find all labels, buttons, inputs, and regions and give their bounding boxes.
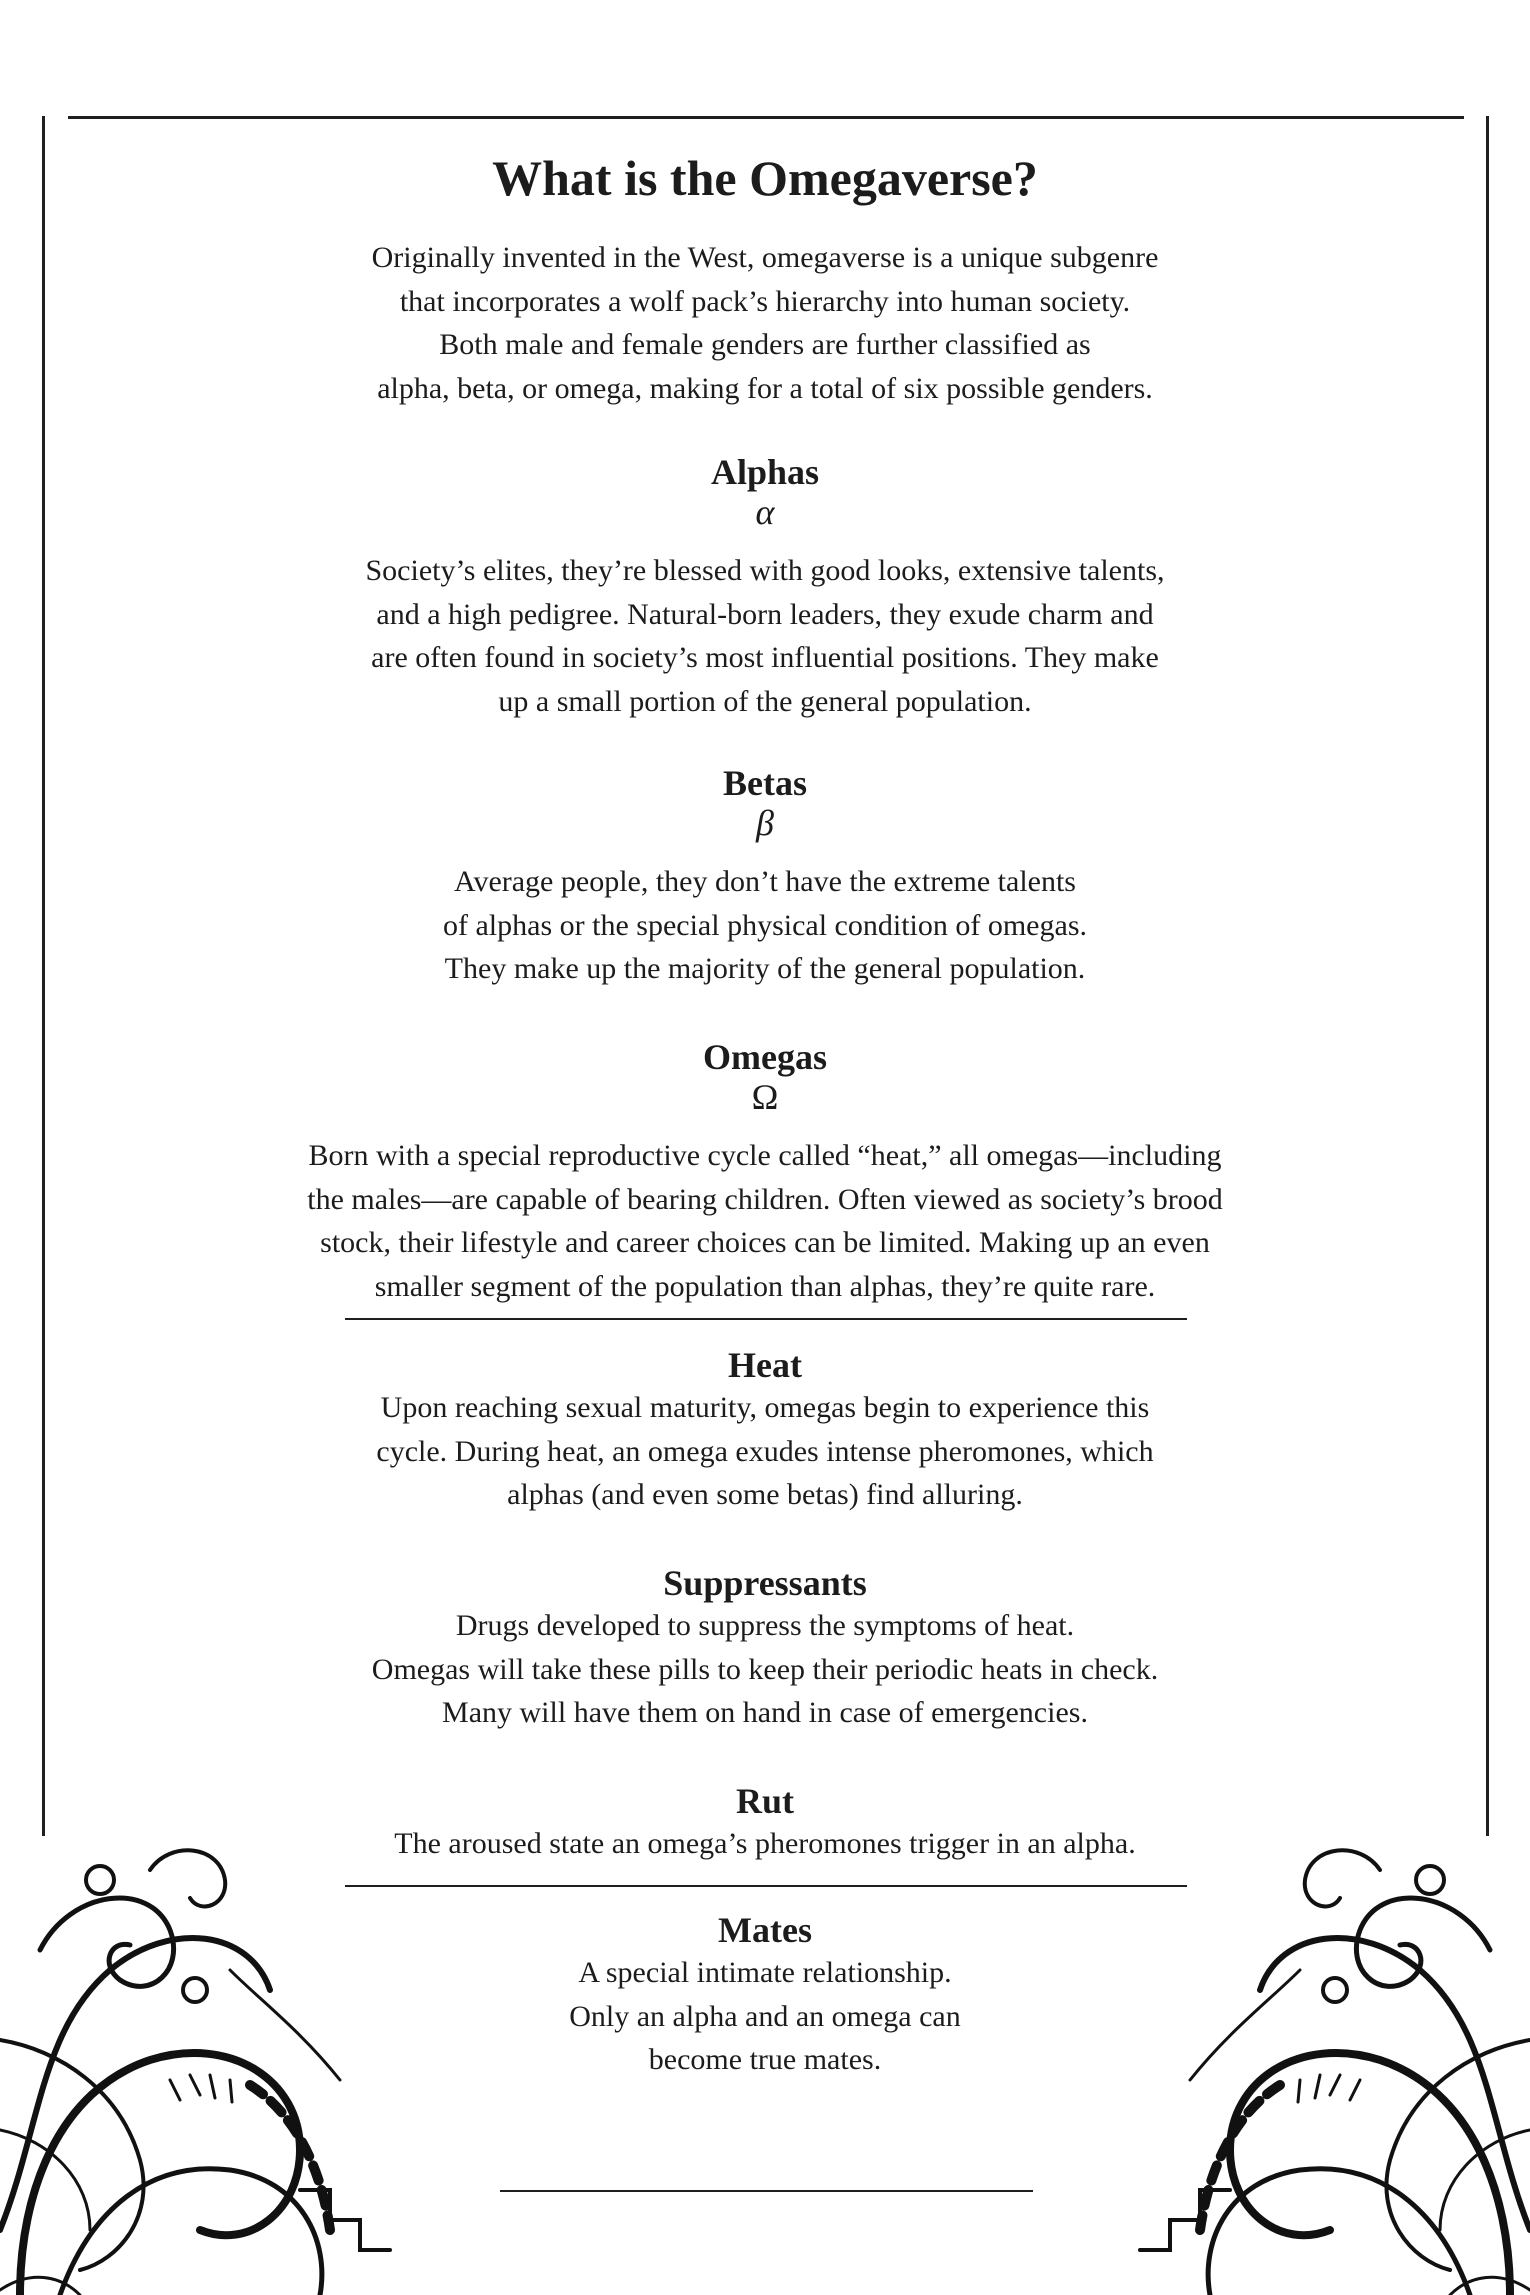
omegas-section xyxy=(0,1036,1530,1308)
alphas-line: are often found in society’s most influential positions. They make xyxy=(371,641,1159,674)
swirl-ornament-right-icon xyxy=(1060,1830,1530,2295)
beta-symbol: β xyxy=(756,803,774,843)
omega-symbol: Ω xyxy=(751,1077,779,1117)
heat-line: cycle. During heat, an omega exudes intense pheromones, which xyxy=(376,1434,1154,1468)
rut-line: The aroused state an omega’s pheromones trigger in an alpha. xyxy=(394,1827,1136,1860)
heat-line: Upon reaching sexual maturity, omegas begin to experience this xyxy=(380,1391,1150,1424)
top-frame-rule xyxy=(68,116,1464,119)
betas-heading: Betas xyxy=(723,763,807,803)
alpha-symbol: α xyxy=(755,492,775,532)
intro-line: Both male and female genders are further classified as xyxy=(439,328,1091,361)
mates-line: Only an alpha and an omega can xyxy=(569,1999,961,2033)
betas-line: They make up the majority of the general population. xyxy=(444,952,1086,985)
bottom-divider xyxy=(500,2190,1033,2192)
intro-line: that incorporates a wolf pack’s hierarchy into human society. xyxy=(399,284,1131,318)
alphas-line: Society’s elites, they’re blessed with good looks, extensive talents, xyxy=(365,554,1165,587)
omegas-line: smaller segment of the population than alphas, they’re quite rare. xyxy=(374,1269,1156,1303)
suppressants-line: Omegas will take these pills to keep their periodic heats in check. xyxy=(371,1652,1159,1686)
betas-line: of alphas or the special physical condition of omegas. xyxy=(443,908,1087,942)
omegas-line: the males—are capable of bearing children. Often viewed as society’s brood xyxy=(307,1182,1223,1216)
alphas-heading: Alphas xyxy=(710,452,820,492)
heat-line: alphas (and even some betas) find alluring. xyxy=(507,1478,1023,1511)
mates-line: become true mates. xyxy=(648,2043,882,2076)
omegas-line: stock, their lifestyle and career choices can be limited. Making up an even xyxy=(320,1226,1210,1259)
alphas-section xyxy=(0,451,1530,723)
suppressants-line: Many will have them on hand in case of emergencies. xyxy=(442,1696,1088,1729)
rut-heading: Rut xyxy=(735,1781,794,1821)
suppressants-section xyxy=(0,1562,1530,1735)
suppressants-line: Drugs developed to suppress the symptoms of heat. xyxy=(455,1609,1075,1642)
mates-line: A special intimate relationship. xyxy=(578,1956,952,1989)
omegas-heading: Omegas xyxy=(703,1037,827,1077)
intro-line: Originally invented in the West, omegaverse is a unique subgenre xyxy=(371,241,1159,274)
betas-line: Average people, they don’t have the extreme talents xyxy=(454,865,1076,898)
intro-paragraph xyxy=(0,236,1530,410)
intro-line: alpha, beta, or omega, making for a total of six possible genders. xyxy=(377,371,1153,405)
alphas-line: up a small portion of the general population. xyxy=(498,684,1032,718)
heat-section xyxy=(0,1344,1530,1517)
mates-heading: Mates xyxy=(718,1910,812,1950)
section-divider xyxy=(345,1318,1187,1320)
swirl-ornament-left-icon xyxy=(0,1830,470,2295)
alphas-line: and a high pedigree. Natural-born leaders, they exude charm and xyxy=(376,597,1154,631)
title-block xyxy=(0,148,1530,208)
suppressants-heading: Suppressants xyxy=(663,1563,867,1603)
page-title: What is the Omegaverse? xyxy=(492,150,1038,206)
betas-section xyxy=(0,762,1530,991)
heat-heading: Heat xyxy=(728,1345,802,1385)
omegas-line: Born with a special reproductive cycle called “heat,” all omegas—including xyxy=(308,1139,1222,1172)
